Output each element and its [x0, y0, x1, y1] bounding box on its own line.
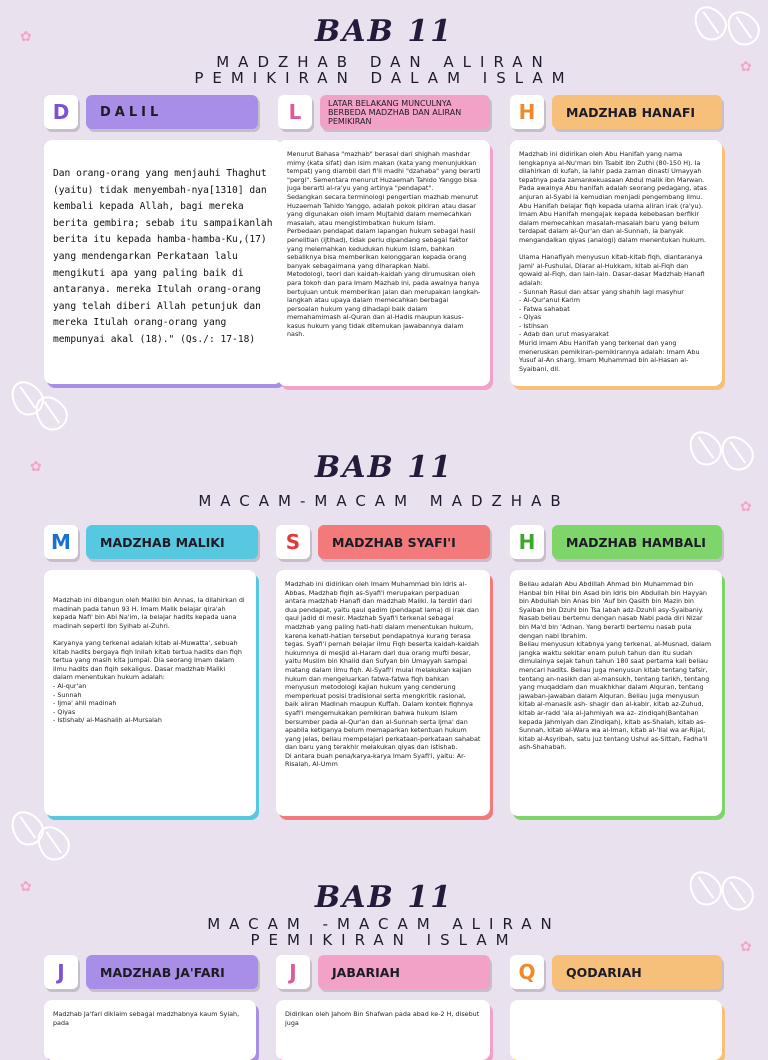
flower-decoration: ✿	[740, 59, 752, 75]
madzhab-maliki-card: Madzhab ini dibangun oleh Maliki bin Annas, Ia dilahirkan di madinah pada tahun 93 H. Imam Malik belajar qira'ah kepada Nafi' bin Abi Na'im, Ia belajar hadits kepada uana madinah seperti Ibn Syihab al-Zuhri. Karyanya yang terkenal adalah kitab al-Muwatta', sebuah kitab hadits bergaya fiqh Inilah kitab tertua hadits dan fiqh tertua yang masih kita jumpai. Dia seorang Imam dalam ilmu hadits dan fiqih sekaligus. Dasar madzhab Maliki dalam menentukan hukum adalah: - Al-qur'an - Sunnah - Ijma' ahli madinah - Qiyas - Istishab/ al-Mashalih al-Mursalah	[44, 570, 256, 816]
dalil-card: Dan orang-orang yang menjauhi Thaghut (yaitu) tidak menyembah-nya[1310] dan kembali kepada Allah, bagi mereka berita gembira; sebab itu sampaikanlah berita itu kepada hamba-hamba-Ku,(17) yang mendengarkan Perkataan lalu mengikuti apa yang paling baik di antaranya. mereka Itulah orang-orang yang telah diberi Allah petunjuk dan mereka Itulah orang-orang yang mempunyai akal (18)." (Qs./: 17-18)	[44, 140, 282, 384]
chapter-title: BAB 11	[314, 880, 454, 915]
section-letter: Q	[510, 955, 544, 989]
section-letter: L	[278, 95, 312, 129]
chapter-subtitle: MACAM-MACAM MADZHAB	[198, 492, 570, 510]
chapter-subtitle: MACAM -MACAM ALIRAN	[207, 915, 561, 933]
section-letter: H	[510, 525, 544, 559]
flower-decoration: ✿	[740, 499, 752, 515]
section-label: MADZHAB HAMBALI	[552, 525, 722, 559]
section-label: QODARIAH	[552, 955, 722, 989]
section-label: DALIL	[86, 95, 258, 129]
chapter-title: BAB 11	[314, 450, 454, 485]
latar-belakang-card: Menurut Bahasa "mazhab" berasal dari shighah mashdar mimy (kata sifat) dan isim makan (kata yang menunjukkan tempat) yang diambil dari fi'il madhi "dzahaba" yang berarti "pergi". Sementara menurut Huzaemah Tahido Yanggo bisa juga berarti al-ra'yu yang artinya "pendapat". Sedangkan secara terminologi pengertian mazhab menurut Huzaemah Tahido Yanggo, adalah pokok pikiran atau dasar yang digunakan oleh imam Mujtahid dalam memecahkan masalah, atau mengistimbatkan hukum Islam. Perbedaan pendapat dalam lapangan hukum sebagai hasil penelitian (ijtihad), tidak perlu dipandang sebagai faktor yang melemahkan kedudukan hukum Islam, bahkan sebaliknya bisa memberikan kelonggaran kepada orang banyak sebagaimana yang diharapkan Nabi. Metodologi, teori dan kaidah-kaidah yang dirumuskan oleh para tokoh dan para Imam Mazhab ini, pada awalnya hanya bertujuan untuk memberikan jalan dan merupakan langkah-langkah atau upaya dalam memecahkan berbagai persoalan hukum yang dihadapi baik dalam memahamimash al-Quran dan al-Hadis maupun kasus-kasus hukum yang tidak ditemukan jawabannya dalam nash.	[278, 140, 490, 386]
section-letter: H	[510, 95, 544, 129]
madzhab-jafari-card: Madzhab Ja'fari diklaim sebagai madzhabnya kaum Syiah, pada	[44, 1000, 256, 1060]
section-letter: J	[44, 955, 78, 989]
section-label: MADZHAB HANAFI	[552, 95, 722, 129]
flower-decoration: ✿	[30, 459, 42, 475]
section-label: MADZHAB JA'FARI	[86, 955, 258, 989]
qodariah-card	[510, 1000, 722, 1060]
section-letter: D	[44, 95, 78, 129]
madzhab-hambali-card: Beliau adalah Abu Abdillah Ahmad bin Muhammad bin Hanbal bin Hilal bin Asad bin Idris bin Abdullah bin Hayyan bin Abdullah bin Anas bin 'Auf bin Qasith bin Mazin bin Syaiban bin Dzuhl bin Tsa labah adz-Dzuhli asy-Syaibaniy. Nasab beliau bertemu dengan nasab Nabi pada diri Nizar bin Ma'd bin 'Adnan. Yang berarti bertemu nasab pula dengan nabi Ibrahim. Beliau menyusun kitabnya yang terkenal, al-Musnad, dalam jangka waktu sekitar enam puluh tahun dan itu sudah dimulainya sejak tahun tahun 180 saat pertama kali beliau mencari hadits. Beliau juga menyusun kitab tentang tafsir, tentang an-nasikh dan al-mansukh, tentang tarikh, tentang yang muqaddam dan muakhkhar dalam Alquran, tentang jawaban-jawaban dalam Alquran. Beliau juga menyusun kitab al-manasik ash- shagir dan al-kabir, kitab az-Zuhud, kitab ar-radd 'ala al-Jahmiyah wa az- zindiqah(Bantahan kepada Jahmiyah dan Zindiqah), kitab as-Shalah, kitab as-Sunnah, kitab al-Wara wa al-Iman, kitab al-'Ilal wa ar-Rijal, kitab al-Asyribah, satu juz tentang Ushul as-Sittah, Fadha'il ash-Shahabah.	[510, 570, 722, 816]
chapter-subtitle: MADZHAB DAN ALIRAN	[216, 53, 552, 71]
jabariah-card: Didirikan oleh Jahom Bin Shafwan pada abad ke-2 H, disebut juga	[276, 1000, 490, 1060]
section-letter: J	[276, 955, 310, 989]
section-label: MADZHAB SYAFI'I	[318, 525, 490, 559]
flower-decoration: ✿	[20, 879, 32, 895]
madzhab-syafii-card: Madzhab ini didirikan oleh Imam Muhammad bin Idris al-Abbas. Madzhab fiqih as-Syafi'i merupakan perpaduan antara madzhab Hanafi dan madzhab Maliki. Ia terdiri dari dua pendapat, yaitu qaul qadim (pendapat lama) di irak dan qaul jadid di mesir. Madzhab Syafi'i terkenal sebagai madzhab yang paling hati-hati dalam menentukan hukum, karena kehati-hatian tersebut pendapatnya kurang terasa tegas. Syafi'i pernah belajar ilmu Fiqh beserta kaidah-kaidah hukumnya di mesjid al-Haram dari dua orang mufti besar, yaitu Muslim bin Khalid dan Sufyan bin Umayyah sampai matang dalam ilmu fiqh. Al-Syafi'i mulai melakukan kajian hukum dan mengeluarkan fatwa-fatwa fiqh bahkan menyusun metodologi kajian hukum yang cenderung memperkuat posisi tradisional serta mengkritik rasional, baik aliran Madinah maupun Kuffah. Dalam kontek fiqhnya syafi'i mengemukakan pemikiran bahwa hukum Islam bersumber pada al-Qur'an dan al-Sunnah serta Ijma' dan apabila ketiganya belum memaparkan ketentuan hukum yang jelas, beliau mempelajari perkataan-perkataan sahabat dan baru yang terakhir melakukan qiyas dan istishab. Di antara buah pena/karya-karya Imam Syafi'i, yaitu: Ar-Risalah, Al-Umm	[276, 570, 490, 816]
section-label: JABARIAH	[318, 955, 490, 989]
madzhab-hanafi-card: Madzhab ini didirikan oleh Abu Hanifah yang nama lengkapnya al-Nu'man bin Tsabit ibn Zuthi (80-150 H). Ia dilahirkan di kufah, ia lahir pada zaman dinasti Umayyah tepatnya pada zamankekuasaan Abdul malik ibn Marwan. Pada awalnya Abu hanifah adalah seorang pedagang, atas anjuran al-Syabi ia kemudian menjadi pengembang ilmu. Abu Hanifah belajar fiqh kepada ulama aliran irak (ra'yu). Imam Abu Hanifah mengajak kepada kebebasan berfikir dalam memecahkan masalah-masalah baru yang belum terdapat dalam al-Qur'an dan al-Sunnah, ia banyak mengandalkan qiyas (analogi) dalam menentukan hukum. Ulama Hanafiyah menyusun kitab-kitab fiqh, diantaranya Jami' al-Fushulai, Dlarar al-Hukkam, kitab al-Fiqh dan qowaid al-Fiqh, dan lain-lain. Dasar-dasar Madzhab Hanafi adalah: - Sunnah Rasul dan atsar yang shahih lagi masyhur - Al-Qur'anul Karim - Fatwa sahabat - Qiyas - Istihsan - Adab dan urut masyarakat Murid imam Abu Hanifah yang terkenal dan yang meneruskan pemikiran-pemikirannya adalah: Imam Abu Yusuf al-An sharg, Imam Muhammad bin al-Hasan al- Syaibani, dll.	[510, 140, 722, 386]
section-letter: S	[276, 525, 310, 559]
section-label: MADZHAB MALIKI	[86, 525, 258, 559]
flower-decoration: ✿	[20, 29, 32, 45]
chapter-subtitle: PEMIKIRAN ISLAM	[250, 931, 518, 949]
section-letter: M	[44, 525, 78, 559]
chapter-title: BAB 11	[314, 14, 454, 49]
flower-decoration: ✿	[740, 939, 752, 955]
chapter-subtitle: PEMIKIRAN DALAM ISLAM	[194, 69, 574, 87]
section-label: LATAR BELAKANG MUNCULNYA BERBEDA MADZHAB DAN ALIRAN PEMIKIRAN	[320, 95, 490, 129]
